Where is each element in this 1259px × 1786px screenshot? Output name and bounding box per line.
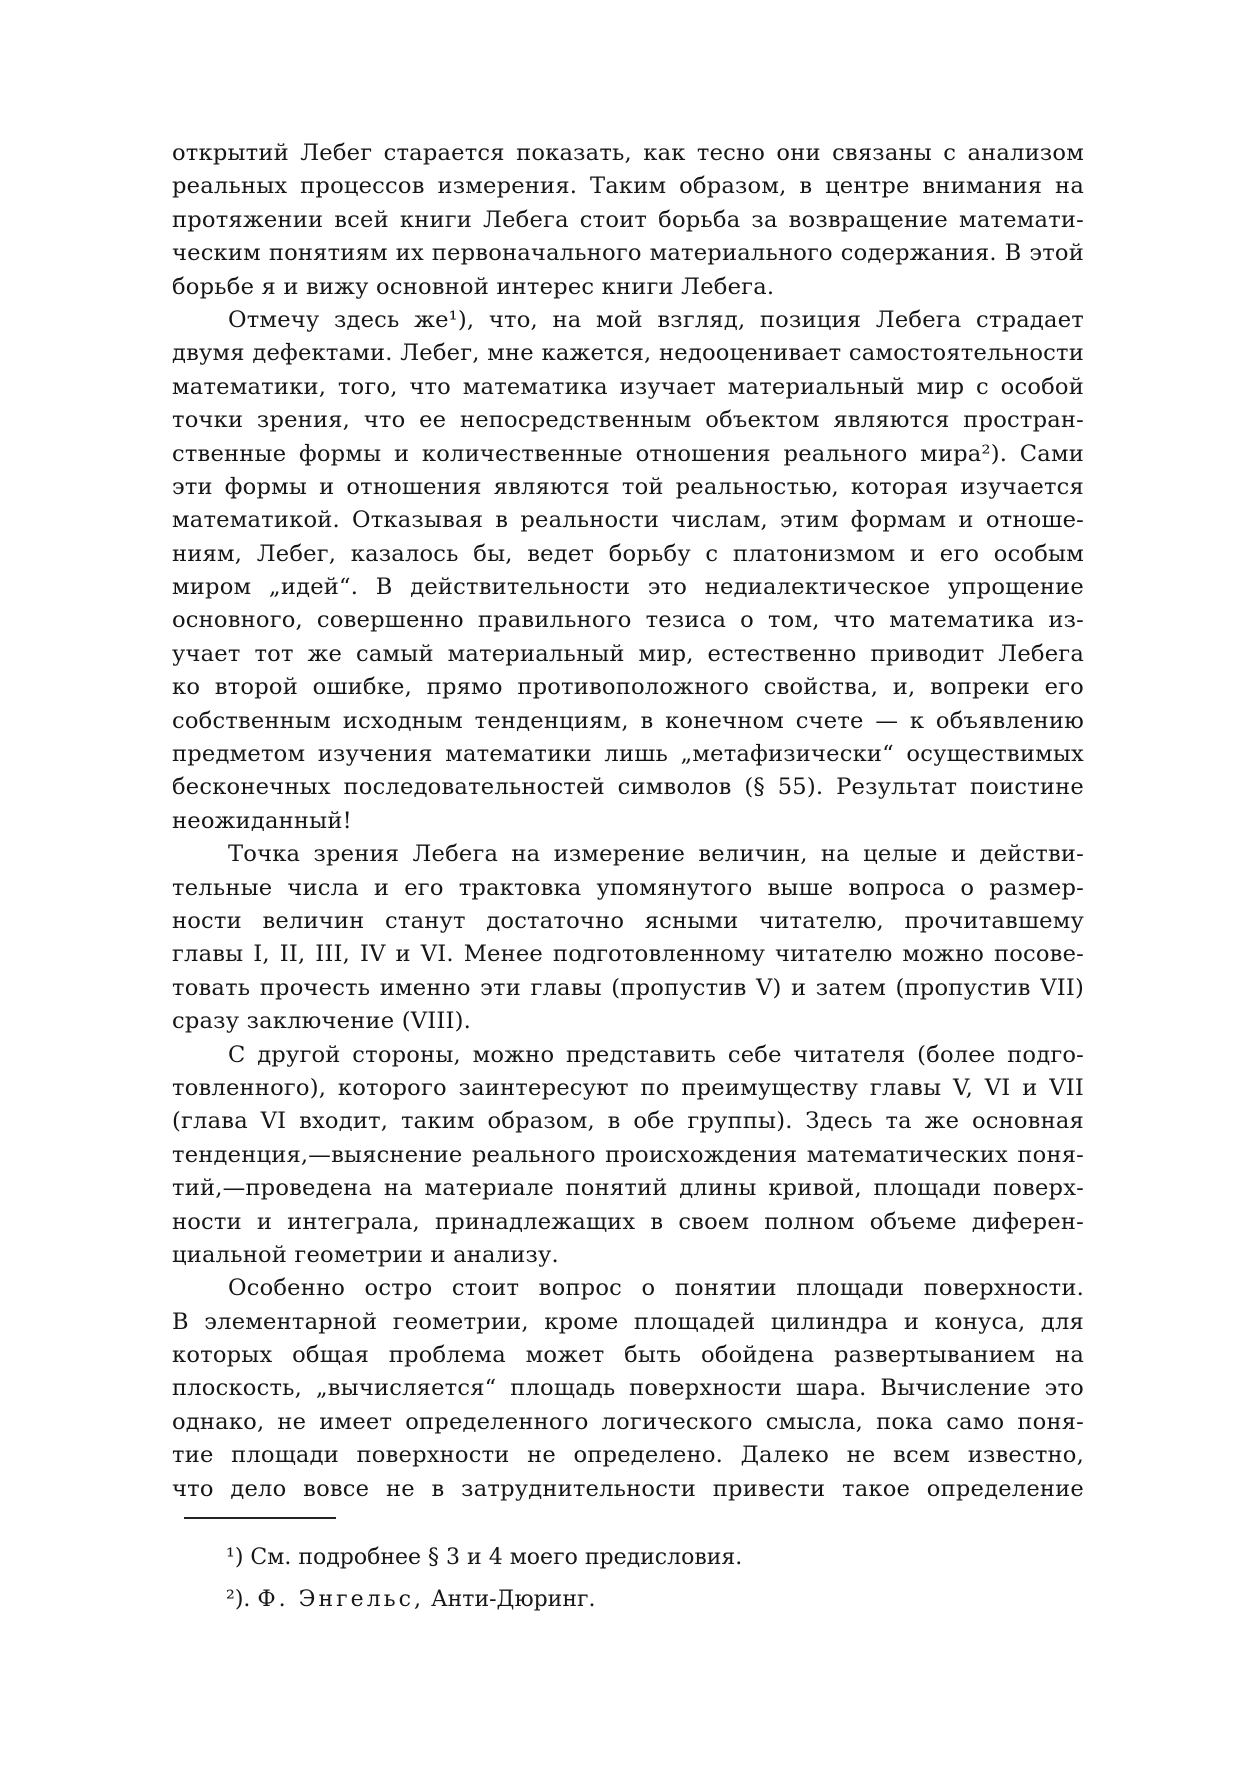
- text-line: товленного), которого заинтересуют по преимуществу главы V, VI и VII: [172, 1074, 1084, 1101]
- text-line: миром „идей“. В действительности это недиалектическое упрощение: [172, 574, 1084, 601]
- text-line: математикой. Отказывая в реальности числам, этим формам и отноше-: [172, 507, 1084, 534]
- footnote-2: [226, 1579, 926, 1621]
- text-line: циальной геометрии и анализу.: [172, 1241, 559, 1268]
- text-line: главы I, II, III, IV и VI. Менее подготовленному читателю можно посове-: [172, 941, 1084, 968]
- text-line: учает тот же самый материальный мир, естественно приводит Лебега: [172, 640, 1084, 667]
- text-line: сразу заключение (VIII).: [172, 1008, 472, 1035]
- text-line: тельные числа и его трактовка упомянутого выше вопроса о размер-: [172, 874, 1084, 901]
- text-line: С другой стороны, можно представить себе читателя (более подго-: [228, 1041, 1084, 1068]
- text-line: что дело вовсе не в затруднительности привести такое определение: [172, 1475, 1084, 1502]
- text-line: эти формы и отношения являются той реальностью, которая изучается: [172, 473, 1084, 500]
- footnote-1: [226, 1537, 926, 1579]
- text-line: ниям, Лебег, казалось бы, ведет борьбу с платонизмом и его особым: [172, 540, 1084, 567]
- text-line: двумя дефектами. Лебег, мне кажется, недооценивает самостоятельности: [172, 340, 1084, 367]
- footnotes: [226, 1537, 926, 1621]
- text-line: однако, не имеет определенного логического смысла, пока само поня-: [172, 1408, 1084, 1435]
- text-line: борьбе я и вижу основной интерес книги Лебега.: [172, 273, 775, 300]
- text-line: плоскость, „вычисляется“ площадь поверхности шара. Вычисление это: [172, 1375, 1084, 1402]
- text-line: неожиданный!: [172, 807, 352, 834]
- text-line: собственным исходным тенденциям, в конечном счете — к объявлению: [172, 707, 1084, 734]
- text-line: В элементарной геометрии, кроме площадей цилиндра и конуса, для: [172, 1308, 1084, 1335]
- footnote-2-author: Ф. Энгельс,: [257, 1587, 424, 1612]
- text-line: реальных процессов измерения. Таким образом, в центре внимания на: [172, 173, 1084, 200]
- text-line: основного, совершенно правильного тезиса о том, что математика из-: [172, 607, 1084, 634]
- body-text: [172, 137, 1084, 1506]
- text-line: предметом изучения математики лишь „метафизически“ осуществимых: [172, 741, 1084, 768]
- text-line: математики, того, что математика изучает материальный мир с особой: [172, 373, 1084, 400]
- text-line: тенденция,—выяснение реального происхождения математических поня-: [172, 1141, 1084, 1168]
- footnote-2-marker: ²).: [226, 1587, 251, 1612]
- text-line: Особенно остро стоит вопрос о понятии площади поверхности.: [228, 1275, 1084, 1302]
- text-line: открытий Лебег старается показать, как тесно они связаны с анализом: [172, 140, 1084, 166]
- text-line: Отмечу здесь же¹), что, на мой взгляд, позиция Лебега страдает: [228, 306, 1084, 333]
- text-line: которых общая проблема может быть обойдена развертыванием на: [172, 1342, 1084, 1369]
- text-line: Точка зрения Лебега на измерение величин, на целые и действи-: [228, 841, 1084, 868]
- footnote-1-text: См. подробнее § 3 и 4 моего предисловия.: [250, 1545, 743, 1570]
- text-line: ственные формы и количественные отношения реального мира²). Сами: [172, 440, 1084, 467]
- text-line: ческим понятиям их первоначального материального содержания. В этой: [172, 240, 1084, 267]
- text-line: точки зрения, что ее непосредственным объектом являются простран-: [172, 407, 1084, 434]
- text-line: тий,—проведена на материале понятий длины кривой, площади поверх-: [172, 1175, 1084, 1202]
- text-line: ности величин станут достаточно ясными читателю, прочитавшему: [172, 907, 1084, 934]
- text-line: ности и интеграла, принадлежащих в своем полном объеме диферен-: [172, 1208, 1084, 1235]
- text-line: бесконечных последовательностей символов (§ 55). Результат поистине: [172, 774, 1084, 801]
- text-line: (глава VI входит, таким образом, в обе группы). Здесь та же основная: [172, 1108, 1084, 1135]
- footnote-divider: [184, 1517, 336, 1519]
- text-line: протяжении всей книги Лебега стоит борьба за возвращение математи-: [172, 206, 1084, 233]
- text-line: товать прочесть именно эти главы (пропустив V) и затем (пропустив VII): [172, 974, 1084, 1001]
- footnote-2-text: Анти-Дюринг.: [430, 1587, 596, 1612]
- footnote-1-marker: ¹): [226, 1545, 244, 1570]
- text-line: ко второй ошибке, прямо противоположного свойства, и, вопреки его: [172, 674, 1084, 701]
- text-line: тие площади поверхности не определено. Далеко не всем известно,: [172, 1442, 1084, 1469]
